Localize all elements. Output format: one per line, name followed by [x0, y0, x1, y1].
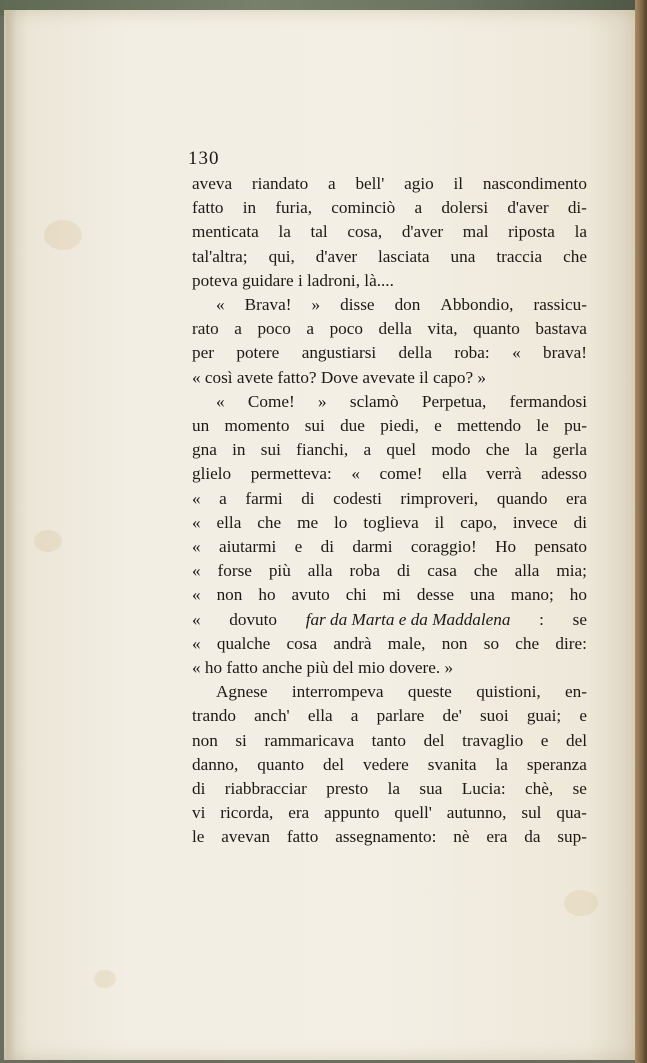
page-number: 130: [188, 148, 220, 169]
page-stack-edge: [635, 0, 647, 1063]
text-line: per potere angustiarsi della roba: « brava!: [192, 343, 587, 363]
text-line: gna in sui fianchi, a quel modo che la gerla: [192, 440, 587, 460]
text-line: di riabbracciar presto la sua Lucia: chè, se: [192, 779, 587, 799]
text-line: rato a poco a poco della vita, quanto bastava: [192, 319, 587, 339]
text-line: « a farmi di codesti rimproveri, quando era: [192, 488, 587, 508]
text-line: « forse più alla roba di casa che alla mia;: [192, 561, 587, 581]
text-line: un momento sui due piedi, e mettendo le pu-: [192, 416, 587, 436]
text-line: « non ho avuto chi mi desse una mano; ho: [192, 585, 587, 605]
paper-stain: [94, 970, 116, 988]
text-lines: [192, 172, 587, 850]
text-line: « Brava! » disse don Abbondio, rassicu-: [216, 295, 587, 315]
text-line: « Come! » sclamò Perpetua, fermandosi: [216, 391, 587, 411]
paper-stain: [34, 530, 62, 552]
text-line: vi ricorda, era appunto quell' autunno, sul qua-: [192, 803, 587, 823]
text-line: Agnese interrompeva queste quistioni, en-: [216, 682, 587, 702]
text-line: trando anch' ella a parlare de' suoi guai; e: [192, 706, 587, 726]
text-line: « qualche cosa andrà male, non so che dire:: [192, 633, 587, 653]
text-line: non si rammaricava tanto del travaglio e del: [192, 730, 587, 750]
text-block: [188, 148, 587, 850]
text-line: tal'altra; qui, d'aver lasciata una traccia che: [192, 246, 587, 266]
paper-stain: [564, 890, 598, 916]
paper-stain: [44, 220, 82, 250]
text-line: « aiutarmi e di darmi coraggio! Ho pensato: [192, 537, 587, 557]
text-line: poteva guidare i ladroni, là....: [192, 270, 394, 290]
text-line: glielo permetteva: « come! ella verrà adesso: [192, 464, 587, 484]
text-line: « ho fatto anche più del mio dovere. »: [192, 658, 454, 678]
text-line: « dovuto far da Marta e da Maddalena : se: [192, 609, 587, 629]
text-line: « così avete fatto? Dove avevate il capo? »: [192, 367, 486, 387]
text-line: menticata la tal cosa, d'aver mal riposta la: [192, 222, 587, 242]
text-line: « ella che me lo toglieva il capo, invece di: [192, 512, 587, 532]
text-line: danno, quanto del vedere svanita la speranza: [192, 754, 587, 774]
text-line: fatto in furia, cominciò a dolersi d'aver di-: [192, 198, 587, 218]
text-line: aveva riandato a bell' agio il nascondimento: [192, 174, 587, 193]
text-line: le avevan fatto assegnamento: nè era da sup-: [192, 827, 587, 847]
